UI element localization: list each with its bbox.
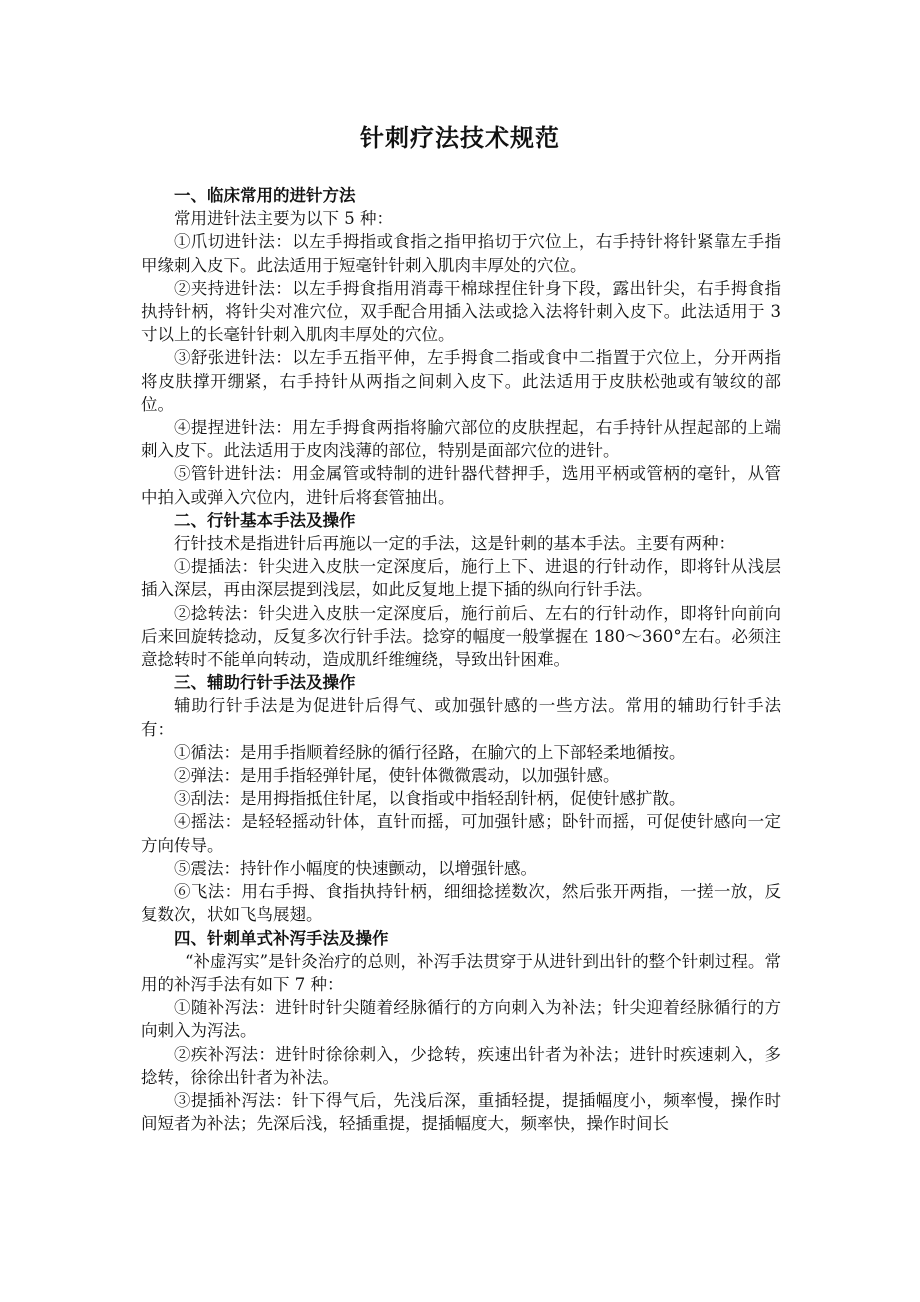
section-heading: 一、临床常用的进针方法 [174, 186, 356, 205]
section-heading: 四、针刺单式补泻手法及操作 [174, 928, 389, 948]
paragraph: ③刮法：是用拇指抵住针尾，以食指或中指轻刮针柄，促使针感扩散。 [174, 789, 686, 809]
paragraph: 常用进针法主要为以下 5 种： [174, 209, 393, 229]
paragraph: ⑥飞法：用右手拇、食指执持针柄，细细捻搓数次，然后张开两指，一搓一放，反复数次，状如飞鸟展翅。 [141, 882, 781, 925]
paragraph: ①循法：是用手指顺着经脉的循行径路，在腧穴的上下部轻柔地循按。 [174, 742, 686, 762]
paragraph: 辅助行针手法是为促进针后得气、或加强针感的一些方法。常用的辅助行针手法有： [141, 696, 781, 739]
paragraph: ②弹法：是用手指轻弹针尾，使针体微微震动，以加强针感。 [174, 766, 620, 786]
paragraph: ④摇法：是轻轻摇动针体，直针而摇，可加强针感；卧针而摇，可促使针感向一定方向传导。 [141, 812, 781, 855]
paragraph: ⑤震法：持针作小幅度的快速颤动，以增强针感。 [174, 858, 537, 878]
paragraph: ①提插法：针尖进入皮肤一定深度后，施行上下、进退的行针动作，即将针从浅层插入深层，再由深层提到浅层，如此反复地上提下插的纵向行针手法。 [141, 557, 781, 600]
section-heading: 三、辅助行针手法及操作 [174, 673, 356, 693]
paragraph: ③舒张进针法：以左手五指平伸，左手拇食二指或食中二指置于穴位上，分开两指将皮肤撑开绷紧，右手持针从两指之间刺入皮下。此法适用于皮肤松弛或有皱纹的部位。 [141, 348, 781, 414]
paragraph: ②捻转法：针尖进入皮肤一定深度后，施行前后、左右的行针动作，即将针向前向后来回旋转捻动，反复多次行针手法。捻穿的幅度一般掌握在 180～360°左右。必须注意捻转时不能单向转动，造成肌纤维缠绕，导致出针困难。 [141, 603, 781, 670]
paragraph: ③提插补泻法：针下得气后，先浅后深，重插轻提，提插幅度小，频率慢，操作时间短者为补法；先深后浅，轻插重提，提插幅度大，频率快，操作时间长 [141, 1090, 781, 1134]
document-body [141, 184, 781, 1135]
paragraph: “补虚泻实”是针灸治疗的总则，补泻手法贯穿于从进针到出针的整个针刺过程。常用的补泻手法有如下 7 种： [141, 951, 781, 994]
section-heading: 二、行针基本手法及操作 [174, 510, 356, 530]
paragraph: 行针技术是指进针后再施以一定的手法，这是针刺的基本手法。主要有两种： [174, 534, 735, 554]
paragraph: ②夹持进针法：以左手拇食指用消毒干棉球捏住针身下段，露出针尖，右手拇食指执持针柄，将针尖对准穴位，双手配合用插入法或捻入法将针刺入皮下。此法适用于 3 寸以上的长毫针针刺入肌肉丰厚处的穴位。 [141, 278, 781, 345]
paragraph: ①爪切进针法：以左手拇指或食指之指甲掐切于穴位上，右手持针将针紧靠左手指甲缘刺入皮下。此法适用于短毫针针刺入肌肉丰厚处的穴位。 [141, 232, 781, 275]
paragraph: ⑤管针进针法：用金属管或特制的进针器代替押手，选用平柄或管柄的毫针，从管中拍入或弹入穴位内，进针后将套管抽出。 [141, 464, 781, 507]
paragraph: ②疾补泻法：进针时徐徐刺入，少捻转，疾速出针者为补法；进针时疾速刺入，多捻转，徐徐出针者为补法。 [141, 1044, 781, 1087]
document-title: 针刺疗法技术规范 [360, 124, 560, 152]
paragraph: ①随补泻法：进针时针尖随着经脉循行的方向刺入为补法；针尖迎着经脉循行的方向刺入为泻法。 [141, 998, 781, 1041]
paragraph: ④提捏进针法：用左手拇食两指将腧穴部位的皮肤捏起，右手持针从捏起部的上端刺入皮下。此法适用于皮肉浅薄的部位，特别是面部穴位的进针。 [141, 418, 781, 461]
